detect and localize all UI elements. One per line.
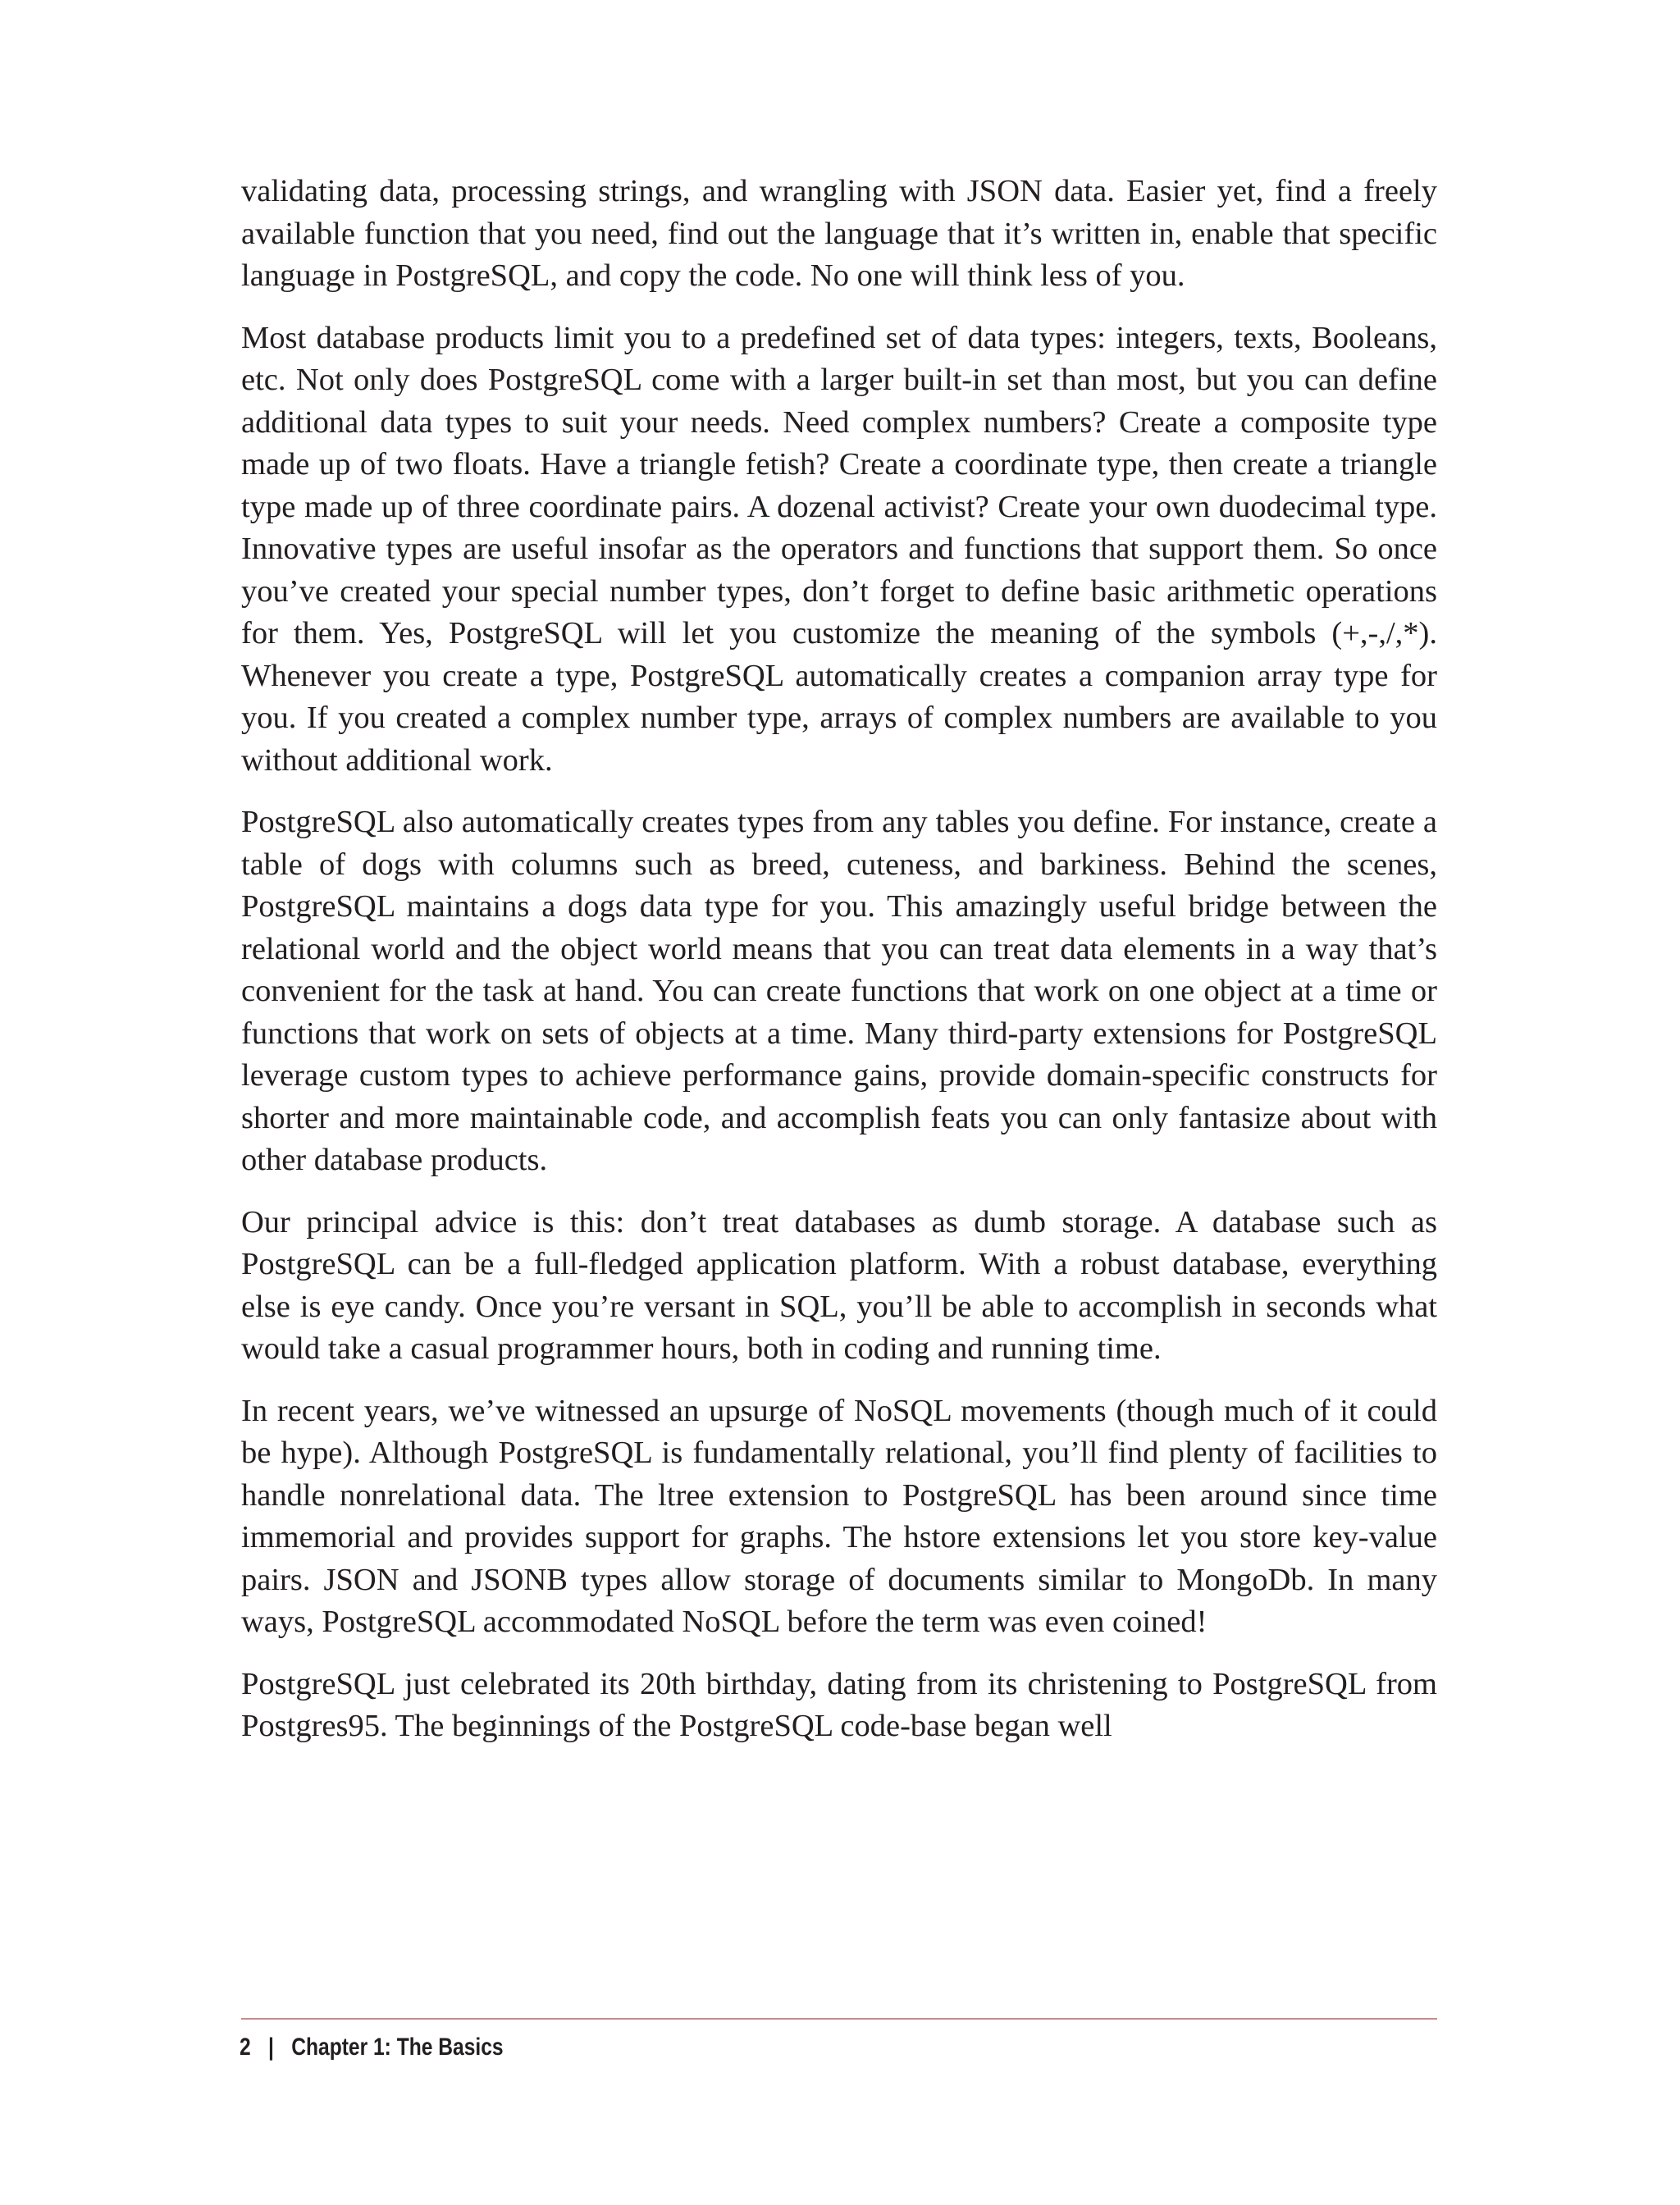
chapter-title: Chapter 1: The Basics xyxy=(291,2034,504,2061)
paragraph-4: Our principal advice is this: don’t treat databases as dumb storage. A database such as PostgreSQL can be a full-fledged application platform. With a robust database, everything else is eye candy. Once you’re versant in SQL, you’ll be able to accomplish in seconds what would take a casual programmer hours, both in coding and running time. xyxy=(241,1204,1437,1366)
paragraph-2: Most database products limit you to a predefined set of data types: integers, texts, Booleans, etc. Not only does PostgreSQL come with a larger built-in set than most, but you can define additional data types to suit your needs. Need complex numbers? Create a composite type made up of two floats. Have a triangle fetish? Create a coordinate type, then create a triangle type made up of three coordinate pairs. A dozenal activist? Create your own duodecimal type. Innovative types are useful insofar as the operators and functions that support them. So once you’ve created your special number types, don’t forget to define basic arithmetic operations for them. Yes, PostgreSQL will let you customize the meaning of the symbols (+,-,/,*). Whenever you create a type, PostgreSQL automatically creates a companion array type for you. If you created a complex number type, arrays of complex numbers are available to you without additional work. xyxy=(241,320,1437,778)
paragraph-5: In recent years, we’ve witnessed an upsurge of NoSQL movements (though much of it could be hype). Although PostgreSQL is fundamentally relational, you’ll find plenty of facilities to handle nonrelational data. The ltree extension to PostgreSQL has been around since time immemorial and provides support for graphs. The hstore extensions let you store key-value pairs. JSON and JSONB types allow storage of documents similar to MongoDb. In many ways, PostgreSQL accommodated NoSQL before the term was even coined! xyxy=(241,1393,1437,1639)
page-footer xyxy=(240,2033,504,2062)
footer-separator: | xyxy=(268,2034,274,2061)
paragraph-1: validating data, processing strings, and wrangling with JSON data. Easier yet, find a freely available function that you need, find out the language that it’s written in, enable that specific language in PostgreSQL, and copy the code. No one will think less of you. xyxy=(241,174,1437,293)
paragraph-6: PostgreSQL just celebrated its 20th birthday, dating from its christening to PostgreSQL from Postgres95. The beginnings of the PostgreSQL code-base began well xyxy=(241,1666,1437,1743)
body-text xyxy=(241,171,1437,1768)
footer-divider xyxy=(241,2018,1437,2020)
paragraph-3: PostgreSQL also automatically creates types from any tables you define. For instance, create a table of dogs with columns such as breed, cuteness, and barkiness. Behind the scenes, PostgreSQL maintains a dogs data type for you. This amazingly useful bridge between the relational world and the object world means that you can treat data elements in a way that’s convenient for the task at hand. You can create functions that work on one object at a time or functions that work on sets of objects at a time. Many third-party extensions for PostgreSQL leverage custom types to achieve performance gains, provide domain-specific constructs for shorter and more maintainable code, and accomplish feats you can only fantasize about with other database products. xyxy=(241,805,1437,1177)
page-number: 2 xyxy=(240,2034,251,2061)
